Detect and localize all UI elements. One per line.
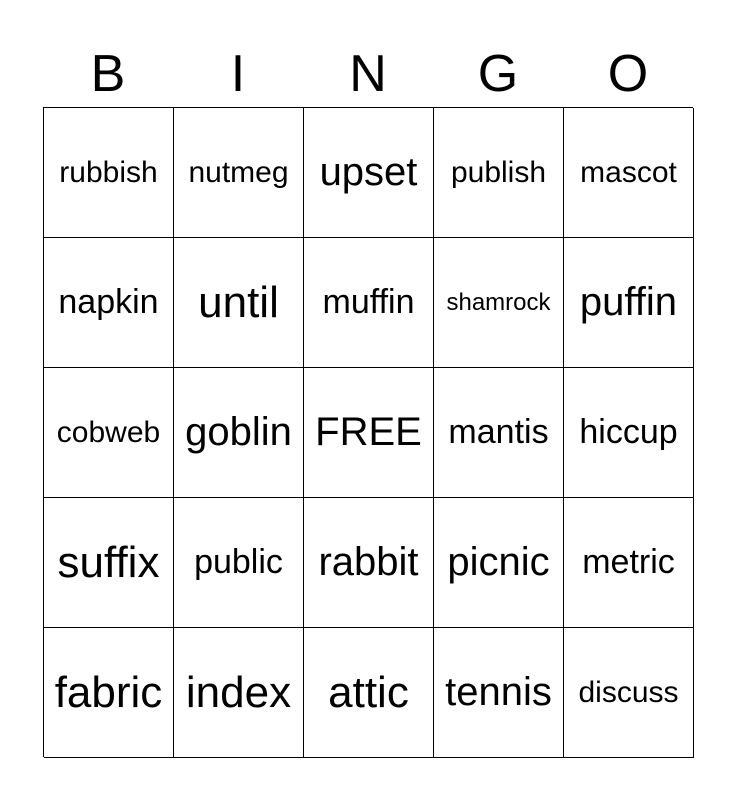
header-letter-n: N (349, 45, 387, 103)
bingo-cell[interactable]: napkin (44, 238, 174, 368)
bingo-cell[interactable]: shamrock (434, 238, 564, 368)
bingo-cell[interactable]: suffix (44, 498, 174, 628)
bingo-cell[interactable]: until (174, 238, 304, 368)
bingo-cell[interactable]: index (174, 628, 304, 758)
bingo-cell[interactable]: nutmeg (174, 108, 304, 238)
free-space-cell[interactable]: FREE (304, 368, 434, 498)
bingo-cell[interactable]: upset (304, 108, 434, 238)
bingo-cell[interactable]: discuss (564, 628, 694, 758)
header-letter-g: G (477, 45, 519, 103)
bingo-cell[interactable]: publish (434, 108, 564, 238)
bingo-cell[interactable]: attic (304, 628, 434, 758)
bingo-cell[interactable]: mascot (564, 108, 694, 238)
bingo-board (43, 107, 693, 757)
bingo-cell[interactable]: puffin (564, 238, 694, 368)
bingo-cell[interactable]: metric (564, 498, 694, 628)
header-letter-o: O (607, 45, 649, 103)
bingo-header (43, 42, 693, 106)
bingo-cell[interactable]: fabric (44, 628, 174, 758)
bingo-cell[interactable]: muffin (304, 238, 434, 368)
bingo-cell[interactable]: cobweb (44, 368, 174, 498)
header-letter-i: I (230, 45, 246, 103)
bingo-cell[interactable]: tennis (434, 628, 564, 758)
bingo-cell[interactable]: mantis (434, 368, 564, 498)
header-letter-b: B (90, 45, 126, 103)
bingo-cell[interactable]: picnic (434, 498, 564, 628)
bingo-cell[interactable]: public (174, 498, 304, 628)
bingo-cell[interactable]: rabbit (304, 498, 434, 628)
bingo-cell[interactable]: goblin (174, 368, 304, 498)
bingo-cell[interactable]: hiccup (564, 368, 694, 498)
bingo-cell[interactable]: rubbish (44, 108, 174, 238)
